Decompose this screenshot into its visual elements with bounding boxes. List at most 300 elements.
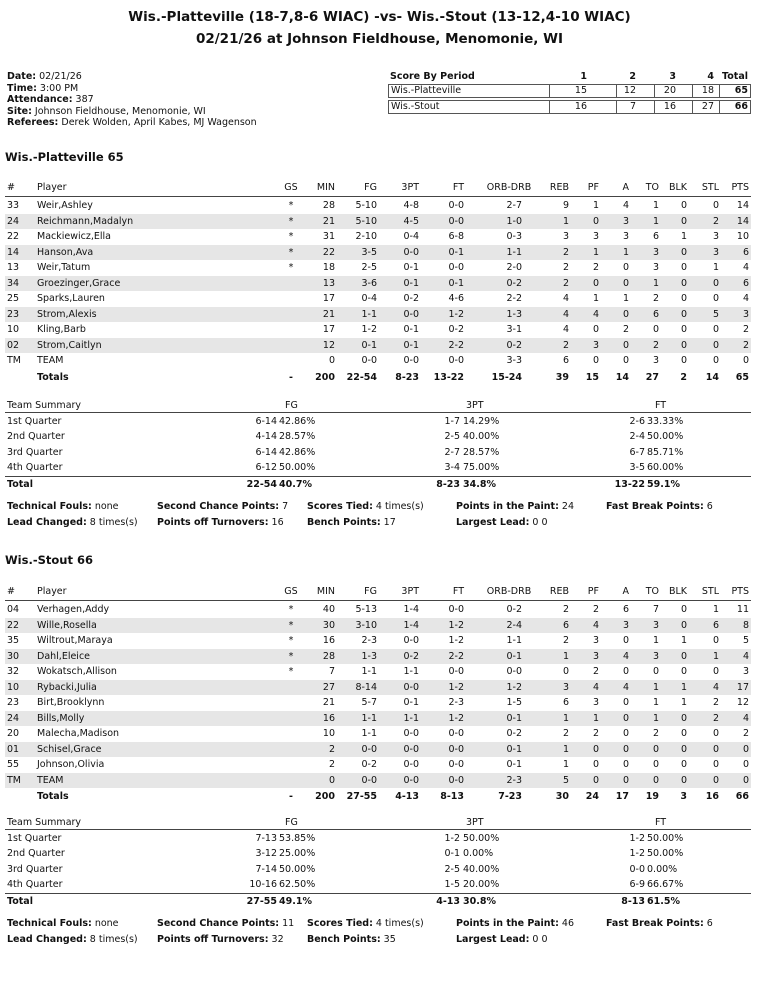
field-goals: 1-3 — [361, 650, 377, 662]
assists: 3 — [622, 215, 629, 227]
sbp-divider — [616, 101, 617, 113]
points: 12 — [736, 697, 749, 708]
site-line: Site: Johnson Fieldhouse, Menomonie, WI — [7, 105, 206, 117]
totals-three-pointers: 4-13 — [395, 791, 419, 802]
misc-stat-value: 24 — [558, 501, 574, 513]
rebounds-off-def: 0-1 — [506, 759, 522, 770]
rebounds: 1 — [562, 712, 569, 724]
misc-stat — [456, 517, 548, 528]
sbp-score: 65 — [734, 85, 748, 96]
summary-column-3pt: 3PT — [466, 400, 484, 411]
free-throws: 0-0 — [448, 666, 464, 677]
sbp-score: 15 — [574, 85, 587, 96]
player-name: TEAM — [37, 355, 64, 366]
personal-fouls: 1 — [592, 293, 599, 304]
blocks: 0 — [680, 728, 687, 739]
minutes: 0 — [328, 355, 335, 366]
minutes: 21 — [322, 215, 335, 227]
free-throws: 0-0 — [448, 604, 464, 615]
assists: 1 — [622, 293, 629, 304]
rebounds: 1 — [562, 759, 569, 770]
steals: 0 — [712, 324, 719, 335]
column-header-rebounds: REB — [549, 182, 569, 193]
jersey-number: 02 — [7, 339, 20, 351]
jersey-number: 14 — [7, 246, 20, 258]
misc-stat-label: Points in the Paint: — [456, 918, 559, 930]
three-pointers: 0-4 — [403, 231, 419, 242]
three-pointers: 4-5 — [403, 215, 419, 227]
rebounds-off-def: 0-2 — [506, 604, 522, 615]
total-ftp: 61.5% — [647, 896, 680, 908]
turnovers: 6 — [652, 308, 659, 320]
misc-stat-value: 7 — [279, 501, 289, 513]
totals-turnovers: 27 — [645, 371, 659, 383]
column-header-games-started: GS — [284, 182, 298, 193]
misc-stat — [7, 501, 119, 512]
steals: 2 — [712, 697, 719, 708]
three-pointers: 0-1 — [403, 262, 419, 273]
field-goals: 0-0 — [361, 743, 377, 755]
minutes: 12 — [322, 339, 335, 351]
quarter-tpp: 28.57% — [463, 446, 500, 458]
minutes: 28 — [322, 650, 335, 662]
misc-stat-label: Points off Turnovers: — [157, 517, 269, 529]
misc-stat — [606, 918, 713, 929]
assists: 2 — [622, 324, 629, 335]
blocks: 1 — [680, 231, 687, 242]
three-pointers: 0-1 — [403, 277, 419, 289]
three-pointers: 1-1 — [403, 666, 419, 677]
turnovers: 3 — [652, 619, 659, 631]
column-header-assists: A — [622, 182, 629, 193]
points: 2 — [742, 339, 749, 351]
totals-games-started: - — [289, 371, 293, 383]
field-goals: 5-7 — [361, 697, 377, 708]
jersey-number: 23 — [7, 697, 20, 708]
minutes: 40 — [322, 604, 335, 615]
misc-stat — [7, 918, 119, 929]
total-fgp: 49.1% — [279, 896, 312, 908]
blocks: 0 — [680, 355, 687, 366]
turnovers: 2 — [652, 339, 659, 351]
steals: 0 — [712, 355, 719, 366]
assists: 4 — [622, 650, 629, 662]
quarter-fgp: 53.85% — [279, 833, 316, 844]
field-goals: 1-1 — [361, 308, 377, 320]
free-throws: 0-1 — [448, 277, 464, 289]
summary-divider — [5, 829, 751, 830]
rebounds-off-def: 1-5 — [506, 697, 522, 708]
three-pointers: 0-0 — [403, 743, 419, 755]
totals-assists: 17 — [615, 791, 629, 802]
sbp-period-header: 2 — [629, 71, 636, 82]
blocks: 0 — [680, 215, 687, 227]
rebounds-off-def: 2-0 — [506, 262, 522, 273]
three-pointers: 0-0 — [403, 759, 419, 770]
totals-steals: 14 — [705, 371, 719, 383]
minutes: 2 — [328, 759, 335, 770]
minutes: 16 — [322, 712, 335, 724]
quarter-fg: 3-12 — [255, 848, 277, 860]
quarter-ft: 0-0 — [629, 863, 645, 875]
misc-stat — [456, 934, 548, 945]
total-tpp: 34.8% — [463, 479, 496, 491]
three-pointers: 1-4 — [403, 604, 419, 615]
free-throws: 1-2 — [448, 712, 464, 724]
points: 3 — [742, 666, 749, 677]
jersey-number: 30 — [7, 650, 20, 662]
steals: 6 — [712, 619, 719, 631]
totals-row — [5, 370, 751, 386]
column-header-three-pointers: 3PT — [401, 182, 419, 193]
blocks: 0 — [680, 666, 687, 677]
quarter-label: 3rd Quarter — [7, 446, 63, 458]
steals: 1 — [712, 650, 719, 662]
misc-stat-label: Technical Fouls: — [7, 501, 92, 513]
rebounds: 2 — [562, 277, 569, 289]
player-name: Weir,Tatum — [37, 262, 91, 273]
games-started: * — [288, 650, 294, 662]
misc-stat-value: 0 0 — [529, 934, 548, 946]
turnovers: 3 — [652, 650, 659, 662]
misc-stat-value: 4 times(s) — [372, 501, 424, 513]
steals: 5 — [712, 308, 719, 320]
quarter-tp: 2-7 — [444, 446, 460, 458]
rebounds-off-def: 1-3 — [506, 308, 522, 320]
steals: 3 — [712, 246, 719, 258]
points: 8 — [742, 619, 749, 631]
personal-fouls: 0 — [592, 774, 599, 786]
total-fg: 22-54 — [246, 479, 277, 491]
games-started: * — [288, 666, 294, 677]
rebounds-off-def: 3-3 — [506, 355, 522, 366]
field-goals: 0-2 — [361, 759, 377, 770]
sbp-divider — [616, 85, 617, 97]
turnovers: 0 — [652, 743, 659, 755]
player-name: Wiltrout,Maraya — [37, 635, 113, 646]
steals: 0 — [712, 743, 719, 755]
personal-fouls: 2 — [592, 262, 599, 273]
free-throws: 0-0 — [448, 774, 464, 786]
turnovers: 0 — [652, 666, 659, 677]
personal-fouls: 2 — [592, 728, 599, 739]
field-goals: 1-1 — [361, 712, 377, 724]
quarter-ft: 6-9 — [629, 878, 645, 890]
summary-label: Team Summary — [7, 817, 82, 828]
column-header-rebounds: REB — [549, 586, 569, 597]
blocks: 0 — [680, 604, 687, 615]
steals: 1 — [712, 262, 719, 273]
blocks: 0 — [680, 246, 687, 258]
games-started: * — [288, 635, 294, 646]
column-header-jersey-number: # — [7, 182, 15, 193]
free-throws: 1-2 — [448, 308, 464, 320]
quarter-fgp: 42.86% — [279, 446, 316, 458]
minutes: 21 — [322, 697, 335, 708]
totals-three-pointers: 8-23 — [395, 371, 419, 383]
sbp-divider — [654, 85, 655, 97]
steals: 2 — [712, 215, 719, 227]
misc-stat-label: Fast Break Points: — [606, 918, 704, 930]
misc-stat — [157, 501, 288, 512]
points: 17 — [736, 681, 749, 693]
quarter-fg: 7-14 — [255, 863, 277, 875]
games-started: * — [288, 246, 294, 258]
quarter-label: 4th Quarter — [7, 878, 63, 890]
column-header-rebounds-off-def: ORB-DRB — [486, 586, 532, 597]
misc-stat-label: Lead Changed: — [7, 934, 87, 946]
summary-column-3pt: 3PT — [466, 817, 484, 828]
summary-header-row — [5, 815, 751, 830]
totals-assists: 14 — [615, 371, 629, 383]
column-header-free-throws: FT — [452, 586, 464, 597]
assists: 0 — [622, 666, 629, 677]
jersey-number: 24 — [7, 712, 20, 724]
blocks: 0 — [680, 262, 687, 273]
assists: 4 — [622, 681, 629, 693]
assists: 0 — [622, 743, 629, 755]
attendance-line: Attendance: 387 — [7, 94, 94, 105]
sbp-team-name: Wis.-Platteville — [391, 85, 462, 96]
totals-steals: 16 — [705, 791, 719, 802]
column-header-minutes: MIN — [316, 586, 335, 597]
rebounds: 0 — [562, 666, 569, 677]
blocks: 0 — [680, 650, 687, 662]
rebounds-off-def: 0-1 — [506, 743, 522, 755]
rebounds: 6 — [562, 697, 569, 708]
three-pointers: 0-1 — [403, 697, 419, 708]
quarter-ftp: 85.71% — [647, 446, 684, 458]
games-started: * — [288, 200, 294, 211]
player-name: Rybacki,Julia — [37, 681, 97, 693]
jersey-number: 34 — [7, 277, 20, 289]
total-ftp: 59.1% — [647, 479, 680, 491]
minutes: 22 — [322, 246, 335, 258]
totals-games-started: - — [289, 791, 293, 802]
misc-stat-value: 16 — [268, 517, 284, 529]
player-row — [5, 260, 751, 276]
minutes: 13 — [322, 277, 335, 289]
quarter-tpp: 50.00% — [463, 833, 500, 844]
totals-rebounds: 39 — [555, 371, 569, 383]
free-throws: 0-0 — [448, 759, 464, 770]
assists: 0 — [622, 712, 629, 724]
quarter-fgp: 62.50% — [279, 878, 316, 890]
misc-stat-label: Scores Tied: — [307, 918, 373, 930]
blocks: 0 — [680, 277, 687, 289]
summary-label: Team Summary — [7, 400, 82, 411]
blocks: 0 — [680, 308, 687, 320]
sbp-score: 12 — [623, 85, 636, 96]
sbp-row — [388, 100, 751, 114]
field-goals: 8-14 — [355, 681, 377, 693]
rebounds-off-def: 0-1 — [506, 712, 522, 724]
assists: 0 — [622, 697, 629, 708]
three-pointers: 0-0 — [403, 774, 419, 786]
personal-fouls: 0 — [592, 355, 599, 366]
misc-stat-label: Points off Turnovers: — [157, 934, 269, 946]
steals: 0 — [712, 666, 719, 677]
points: 14 — [736, 215, 749, 227]
blocks: 0 — [680, 743, 687, 755]
steals: 0 — [712, 728, 719, 739]
jersey-number: 32 — [7, 666, 20, 677]
rebounds: 1 — [562, 650, 569, 662]
turnovers: 1 — [652, 712, 659, 724]
misc-stat-label: Second Chance Points: — [157, 918, 280, 930]
jersey-number: 01 — [7, 743, 20, 755]
free-throws: 0-1 — [448, 246, 464, 258]
assists: 0 — [622, 262, 629, 273]
misc-stat — [456, 501, 574, 512]
summary-column-fg: FG — [285, 400, 298, 411]
misc-stat-value: 11 — [279, 918, 295, 930]
minutes: 27 — [322, 681, 335, 693]
points: 0 — [742, 355, 749, 366]
minutes: 7 — [328, 666, 335, 677]
turnovers: 0 — [652, 324, 659, 335]
field-goals: 2-3 — [361, 635, 377, 646]
column-header-three-pointers: 3PT — [401, 586, 419, 597]
points: 0 — [742, 774, 749, 786]
sbp-row — [388, 84, 751, 98]
player-row — [5, 291, 751, 307]
misc-stat-value: 32 — [268, 934, 284, 946]
free-throws: 1-2 — [448, 681, 464, 693]
turnovers: 1 — [652, 697, 659, 708]
total-ft: 8-13 — [621, 896, 645, 908]
misc-stat-value: 8 times(s) — [86, 934, 138, 946]
field-goals: 3-6 — [361, 277, 377, 289]
minutes: 31 — [322, 231, 335, 242]
rebounds-off-def: 2-3 — [506, 774, 522, 786]
quarter-tpp: 0.00% — [463, 848, 494, 860]
three-pointers: 0-0 — [403, 635, 419, 646]
personal-fouls: 1 — [592, 712, 599, 724]
player-row — [5, 695, 751, 711]
rebounds-off-def: 0-3 — [506, 231, 522, 242]
rebounds-off-def: 2-7 — [506, 200, 522, 211]
personal-fouls: 2 — [592, 604, 599, 615]
sbp-score: 27 — [701, 101, 714, 112]
points: 14 — [736, 200, 749, 211]
column-header-games-started: GS — [284, 586, 298, 597]
sbp-divider — [549, 101, 550, 113]
blocks: 0 — [680, 712, 687, 724]
minutes: 18 — [322, 262, 335, 273]
personal-fouls: 0 — [592, 324, 599, 335]
minutes: 17 — [322, 324, 335, 335]
player-name: Reichmann,Madalyn — [37, 215, 134, 227]
page-title: Wis.-Platteville (18-7,8-6 WIAC) -vs- Wis.-Stout (13-12,4-10 WIAC) — [128, 9, 631, 25]
totals-free-throws: 13-22 — [433, 371, 464, 383]
player-row — [5, 726, 751, 742]
points: 4 — [742, 293, 749, 304]
steals: 2 — [712, 712, 719, 724]
quarter-fg: 7-13 — [255, 833, 277, 844]
misc-stat — [456, 918, 574, 929]
personal-fouls: 4 — [592, 619, 599, 631]
free-throws: 0-0 — [448, 743, 464, 755]
total-tp: 8-23 — [436, 479, 460, 491]
column-header-row — [5, 584, 751, 600]
games-started: * — [288, 231, 294, 242]
totals-minutes: 200 — [315, 791, 335, 802]
referees-line: Referees: Derek Wolden, April Kabes, MJ Wagenson — [7, 117, 257, 128]
sbp-divider — [692, 101, 693, 113]
quarter-ftp: 66.67% — [647, 878, 684, 890]
totals-turnovers: 19 — [645, 791, 659, 802]
misc-stat — [157, 918, 294, 929]
quarter-fg: 4-14 — [255, 431, 277, 443]
jersey-number: 13 — [7, 262, 20, 273]
player-row — [5, 338, 751, 354]
sbp-label: Score By Period — [390, 71, 475, 82]
steals: 3 — [712, 231, 719, 242]
steals: 0 — [712, 200, 719, 211]
blocks: 1 — [680, 635, 687, 646]
field-goals: 1-1 — [361, 728, 377, 739]
quarter-fgp: 50.00% — [279, 863, 316, 875]
sbp-score: 16 — [663, 101, 676, 112]
assists: 6 — [622, 604, 629, 615]
misc-stat-label: Bench Points: — [307, 517, 381, 529]
blocks: 1 — [680, 697, 687, 708]
date-line: Date: 02/21/26 — [7, 71, 82, 82]
sbp-divider — [654, 101, 655, 113]
quarter-label: 1st Quarter — [7, 416, 62, 427]
totals-blocks: 3 — [680, 791, 687, 802]
sbp-score: 16 — [574, 101, 587, 112]
totals-blocks: 2 — [680, 371, 687, 383]
rebounds: 1 — [562, 215, 569, 227]
three-pointers: 0-0 — [403, 728, 419, 739]
column-header-blocks: BLK — [668, 182, 687, 193]
assists: 0 — [622, 277, 629, 289]
totals-player-name: Totals — [37, 791, 69, 802]
games-started: * — [288, 619, 294, 631]
steals: 0 — [712, 759, 719, 770]
column-header-row — [5, 180, 751, 196]
turnovers: 2 — [652, 728, 659, 739]
player-row — [5, 198, 751, 214]
quarter-row — [5, 831, 751, 846]
misc-stat-value: none — [91, 501, 119, 513]
turnovers: 1 — [652, 681, 659, 693]
misc-stat-value: 4 times(s) — [372, 918, 424, 930]
totals-rebounds-off-def: 7-23 — [498, 791, 522, 802]
field-goals: 2-5 — [361, 262, 377, 273]
personal-fouls: 3 — [592, 231, 599, 242]
misc-stat-value: 17 — [380, 517, 396, 529]
games-started: * — [288, 604, 294, 615]
steals: 0 — [712, 635, 719, 646]
points: 2 — [742, 728, 749, 739]
summary-divider — [5, 412, 751, 413]
sbp-period-header: 3 — [669, 71, 676, 82]
jersey-number: TM — [7, 774, 21, 786]
minutes: 28 — [322, 200, 335, 211]
blocks: 0 — [680, 759, 687, 770]
rebounds: 2 — [562, 262, 569, 273]
player-name: Sparks,Lauren — [37, 293, 105, 304]
column-header-assists: A — [622, 586, 629, 597]
summary-column-ft: FT — [655, 400, 667, 411]
blocks: 0 — [680, 293, 687, 304]
player-row — [5, 742, 751, 758]
personal-fouls: 1 — [592, 200, 599, 211]
player-row — [5, 711, 751, 727]
